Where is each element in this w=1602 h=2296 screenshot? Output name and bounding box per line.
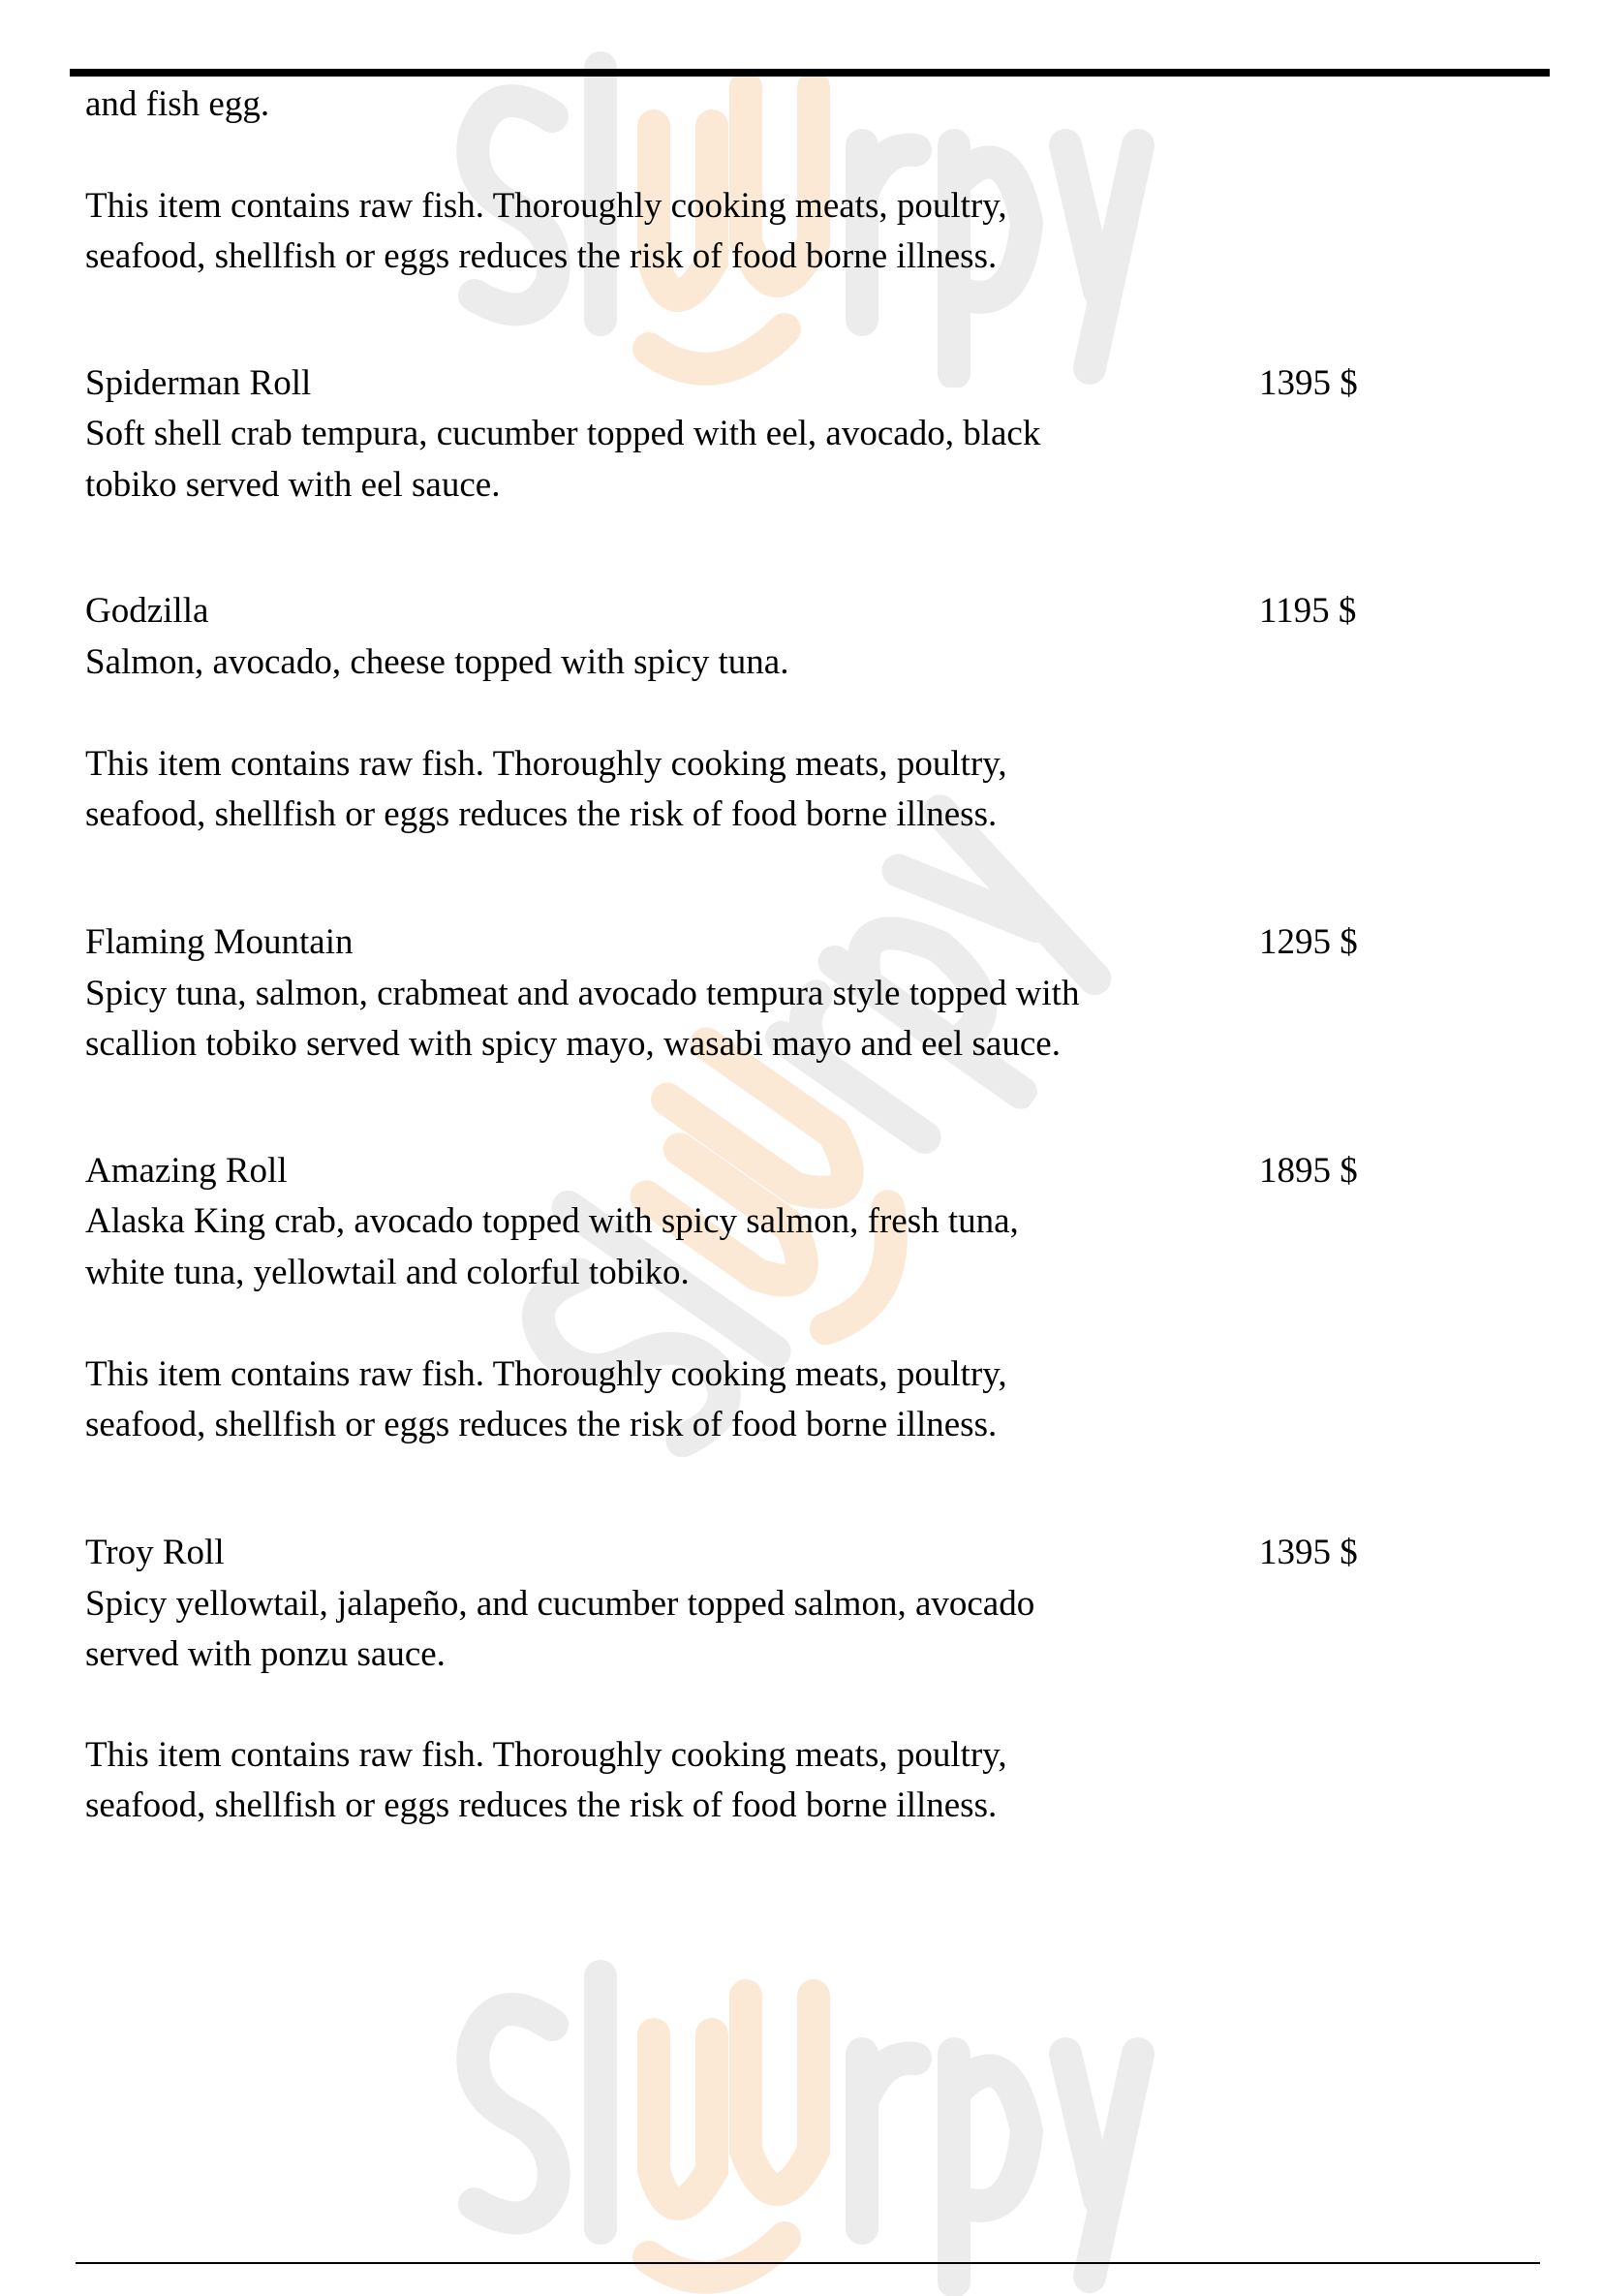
description-tail: and fish egg.: [85, 84, 270, 124]
item-description: white tuna, yellowtail and colorful tobiko.: [85, 1253, 690, 1292]
item-description: Spicy yellowtail, jalapeño, and cucumber topped salmon, avocado: [85, 1584, 1035, 1624]
watermark-stroke: [1065, 2054, 1138, 2277]
top-divider: [70, 69, 1550, 77]
item-price: 1395 $: [1259, 363, 1358, 403]
watermark-stroke: [473, 2009, 553, 2218]
item-description: Alaska King crab, avocado topped with spicy salmon, fresh tuna,: [85, 1201, 1019, 1241]
item-description: Soft shell crab tempura, cucumber topped with eel, avocado, black: [85, 414, 1041, 453]
raw-fish-warning: This item contains raw fish. Thoroughly cooking meats, poultry,: [85, 186, 1007, 226]
raw-fish-warning: seafood, shellfish or eggs reduces the risk of food borne illness.: [85, 794, 998, 834]
watermark-stroke: [654, 2034, 712, 2204]
raw-fish-warning: This item contains raw fish. Thoroughly cooking meats, poultry,: [85, 1735, 1007, 1775]
watermark-logo-bottom: [407, 1947, 1201, 2296]
raw-fish-warning: seafood, shellfish or eggs reduces the risk of food borne illness.: [85, 1785, 998, 1825]
item-description: served with ponzu sauce.: [85, 1634, 446, 1674]
item-description: Salmon, avocado, cheese topped with spicy tuna.: [85, 642, 789, 682]
item-name: Amazing Roll: [85, 1151, 288, 1191]
item-price: 1195 $: [1259, 591, 1357, 631]
item-name: Flaming Mountain: [85, 922, 354, 962]
item-price: 1295 $: [1259, 922, 1358, 962]
raw-fish-warning: This item contains raw fish. Thoroughly cooking meats, poultry,: [85, 744, 1007, 784]
item-name: Spiderman Roll: [85, 363, 312, 403]
raw-fish-warning: This item contains raw fish. Thoroughly cooking meats, poultry,: [85, 1354, 1007, 1394]
raw-fish-warning: seafood, shellfish or eggs reduces the risk of food borne illness.: [85, 236, 998, 276]
watermark-stroke: [649, 329, 785, 369]
item-name: Godzilla: [85, 591, 209, 631]
item-description: scallion tobiko served with spicy mayo, wasabi mayo and eel sauce.: [85, 1024, 1061, 1064]
item-name: Troy Roll: [85, 1533, 225, 1572]
watermark-stroke: [746, 1996, 814, 2189]
raw-fish-warning: seafood, shellfish or eggs reduces the risk of food borne illness.: [85, 1405, 998, 1444]
item-price: 1895 $: [1259, 1151, 1358, 1191]
bottom-divider: [76, 2262, 1540, 2264]
item-description: Spicy tuna, salmon, crabmeat and avocado tempura style topped with: [85, 974, 1080, 1013]
item-price: 1395 $: [1259, 1533, 1358, 1572]
watermark-stroke: [954, 2054, 1027, 2281]
watermark-stroke: [862, 2054, 915, 2228]
watermark-stroke: [1065, 145, 1138, 368]
watermark-stroke: [649, 2238, 785, 2278]
item-description: tobiko served with eel sauce.: [85, 465, 501, 505]
